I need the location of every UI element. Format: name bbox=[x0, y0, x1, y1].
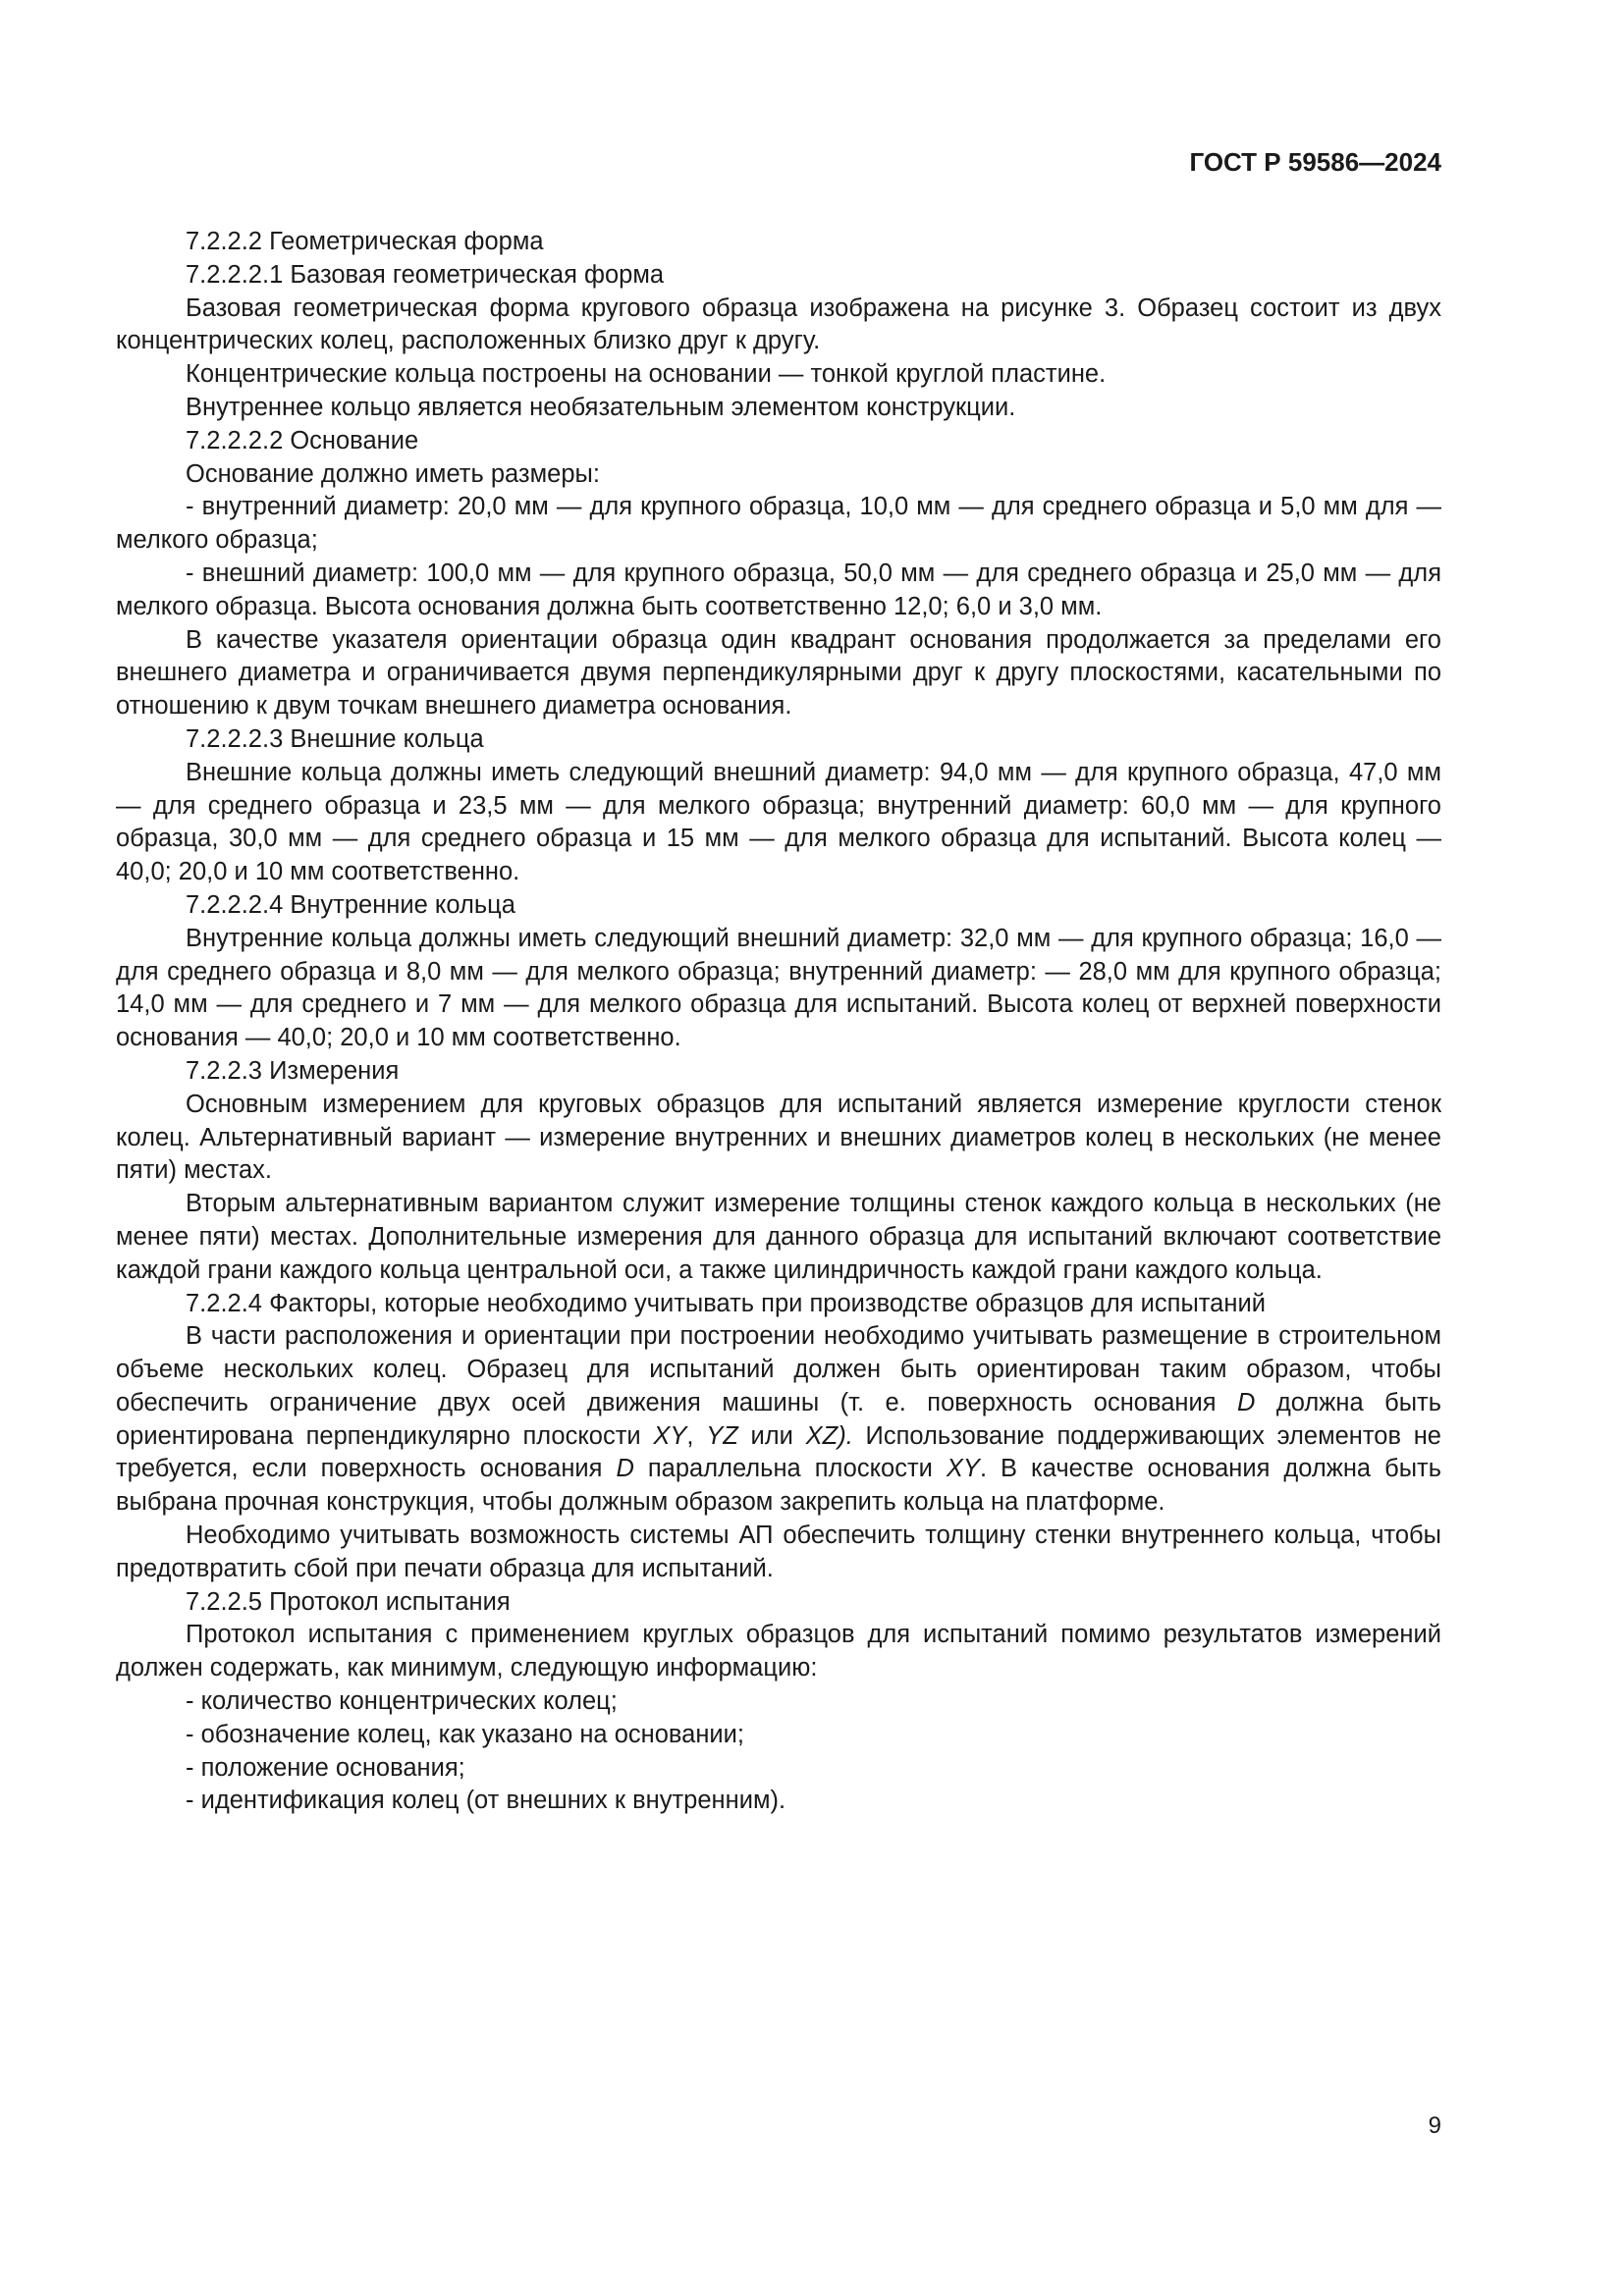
text-run: должна быть ориентирована перпендикулярно плоскости bbox=[116, 1388, 1441, 1450]
text-run: . В качестве основания должна быть выбрана прочная конструкция, чтобы должным образом закрепить кольца на платформе. bbox=[116, 1455, 1441, 1517]
paragraph: Внутреннее кольцо является необязательным элементом конструкции. bbox=[186, 393, 1016, 421]
page-number: 9 bbox=[1428, 2112, 1441, 2139]
paragraph: Необходимо учитывать возможность системы АП обеспечить толщину стенки внутреннего кольца, чтобы предотвратить сбой при печати образца для испытаний. bbox=[116, 1522, 1441, 1582]
section-heading: 7.2.2.2.3 Внешние кольца bbox=[186, 724, 484, 753]
document-body bbox=[116, 226, 1441, 1818]
paragraph: Основным измерением для круговых образцов для испытаний является измерение круглости стенок колец. Альтернативный вариант — измерение внутренних и внешних диаметров колец в нескольких (не менее пяти) местах. bbox=[116, 1090, 1441, 1185]
list-item: - обозначение колец, как указано на основании; bbox=[186, 1720, 744, 1748]
paragraph: В качестве указателя ориентации образца один квадрант основания продолжается за пределами его внешнего диаметра и ограничивается двумя перпендикулярными друг к другу плоскостями, касательными по отношению к двум точкам внешнего диаметра основания. bbox=[116, 625, 1441, 721]
italic-symbol: YZ bbox=[706, 1421, 738, 1450]
section-heading: 7.2.2.4 Факторы, которые необходимо учитывать при производстве образцов для испытаний bbox=[186, 1289, 1266, 1317]
paragraph: Основание должно иметь размеры: bbox=[186, 459, 600, 488]
italic-symbol: XY bbox=[653, 1421, 687, 1450]
section-heading: 7.2.2.5 Протокол испытания bbox=[186, 1587, 511, 1616]
section-heading: 7.2.2.3 Измерения bbox=[186, 1056, 400, 1085]
italic-symbol: XY bbox=[946, 1455, 980, 1483]
list-item: - внутренний диаметр: 20,0 мм — для крупного образца, 10,0 мм — для среднего образца и 5,0 мм для — мелкого образца; bbox=[116, 493, 1441, 555]
paragraph: Вторым альтернативным вариантом служит измерение толщины стенок каждого кольца в нескольких (не менее пяти) местах. Дополнительные измерения для данного образца для испытаний включают соответствие каждой грани каждого кольца центральной оси, а также цилиндричность каждой грани каждого кольца. bbox=[116, 1190, 1441, 1284]
section-heading: 7.2.2.2.1 Базовая геометрическая форма bbox=[186, 260, 665, 289]
text-run: или bbox=[737, 1421, 806, 1450]
paragraph: Внешние кольца должны иметь следующий внешний диаметр: 94,0 мм — для крупного образца, 47,0 мм — для среднего образца и 23,5 мм — для мелкого образца; внутренний диаметр: 60,0 мм — для крупного образца, 30,0 мм — для среднего образца и 15 мм — для мелкого образца для испытаний. Высота колец — 40,0; 20,0 и 10 мм соответственно. bbox=[116, 758, 1441, 886]
list-item: - количество концентрических колец; bbox=[186, 1687, 618, 1716]
text-run: параллельна плоскости bbox=[633, 1455, 947, 1483]
paragraph: Базовая геометрическая форма кругового образца изображена на рисунке 3. Образец состоит из двух концентрических колец, расположенных близко друг к другу. bbox=[116, 294, 1441, 355]
section-heading: 7.2.2.2.2 Основание bbox=[186, 426, 419, 454]
list-item: - идентификация колец (от внешних к внутренним). bbox=[186, 1787, 786, 1815]
document-header: ГОСТ Р 59586—2024 bbox=[1189, 147, 1441, 177]
italic-symbol: D bbox=[616, 1455, 634, 1483]
text-run: В части расположения и ориентации при построении необходимо учитывать размещение в строительном объеме нескольких колец. Образец для испытаний должен быть ориентирован таким образом, чтобы обеспечить ограничение двух осей движения машины (т. е. поверхность основания bbox=[116, 1322, 1441, 1416]
paragraph: Внутренние кольца должны иметь следующий внешний диаметр: 32,0 мм — для крупного образца; 16,0 — для среднего образца и 8,0 мм — для мелкого образца; внутренний диаметр: — 28,0 мм для крупного образца; 14,0 мм — для среднего и 7 мм — для мелкого образца для испытаний. Высота колец от верхней поверхности основания — 40,0; 20,0 и 10 мм соответственно. bbox=[116, 924, 1441, 1052]
paragraph: Концентрические кольца построены на основании — тонкой круглой пластине. bbox=[186, 360, 1107, 389]
section-heading: 7.2.2.2.4 Внутренние кольца bbox=[186, 890, 515, 919]
list-item: - положение основания; bbox=[186, 1753, 465, 1782]
list-item: - внешний диаметр: 100,0 мм — для крупного образца, 50,0 мм — для среднего образца и 25,0 мм — для мелкого образца. Высота основания должна быть соответственно 12,0; 6,0 и 3,0 мм. bbox=[116, 559, 1441, 620]
text-run: , bbox=[686, 1421, 707, 1450]
section-heading: 7.2.2.2 Геометрическая форма bbox=[186, 228, 544, 255]
italic-symbol: D bbox=[1237, 1388, 1256, 1416]
paragraph: Протокол испытания с применением круглых образцов для испытаний помимо результатов измерений должен содержать, как минимум, следующую информацию: bbox=[116, 1621, 1441, 1682]
text-run: Использование поддерживающих элементов не требуется, если поверхность основания bbox=[116, 1421, 1441, 1483]
italic-symbol: XZ). bbox=[805, 1421, 853, 1450]
paragraph-factors bbox=[116, 1320, 1441, 1520]
